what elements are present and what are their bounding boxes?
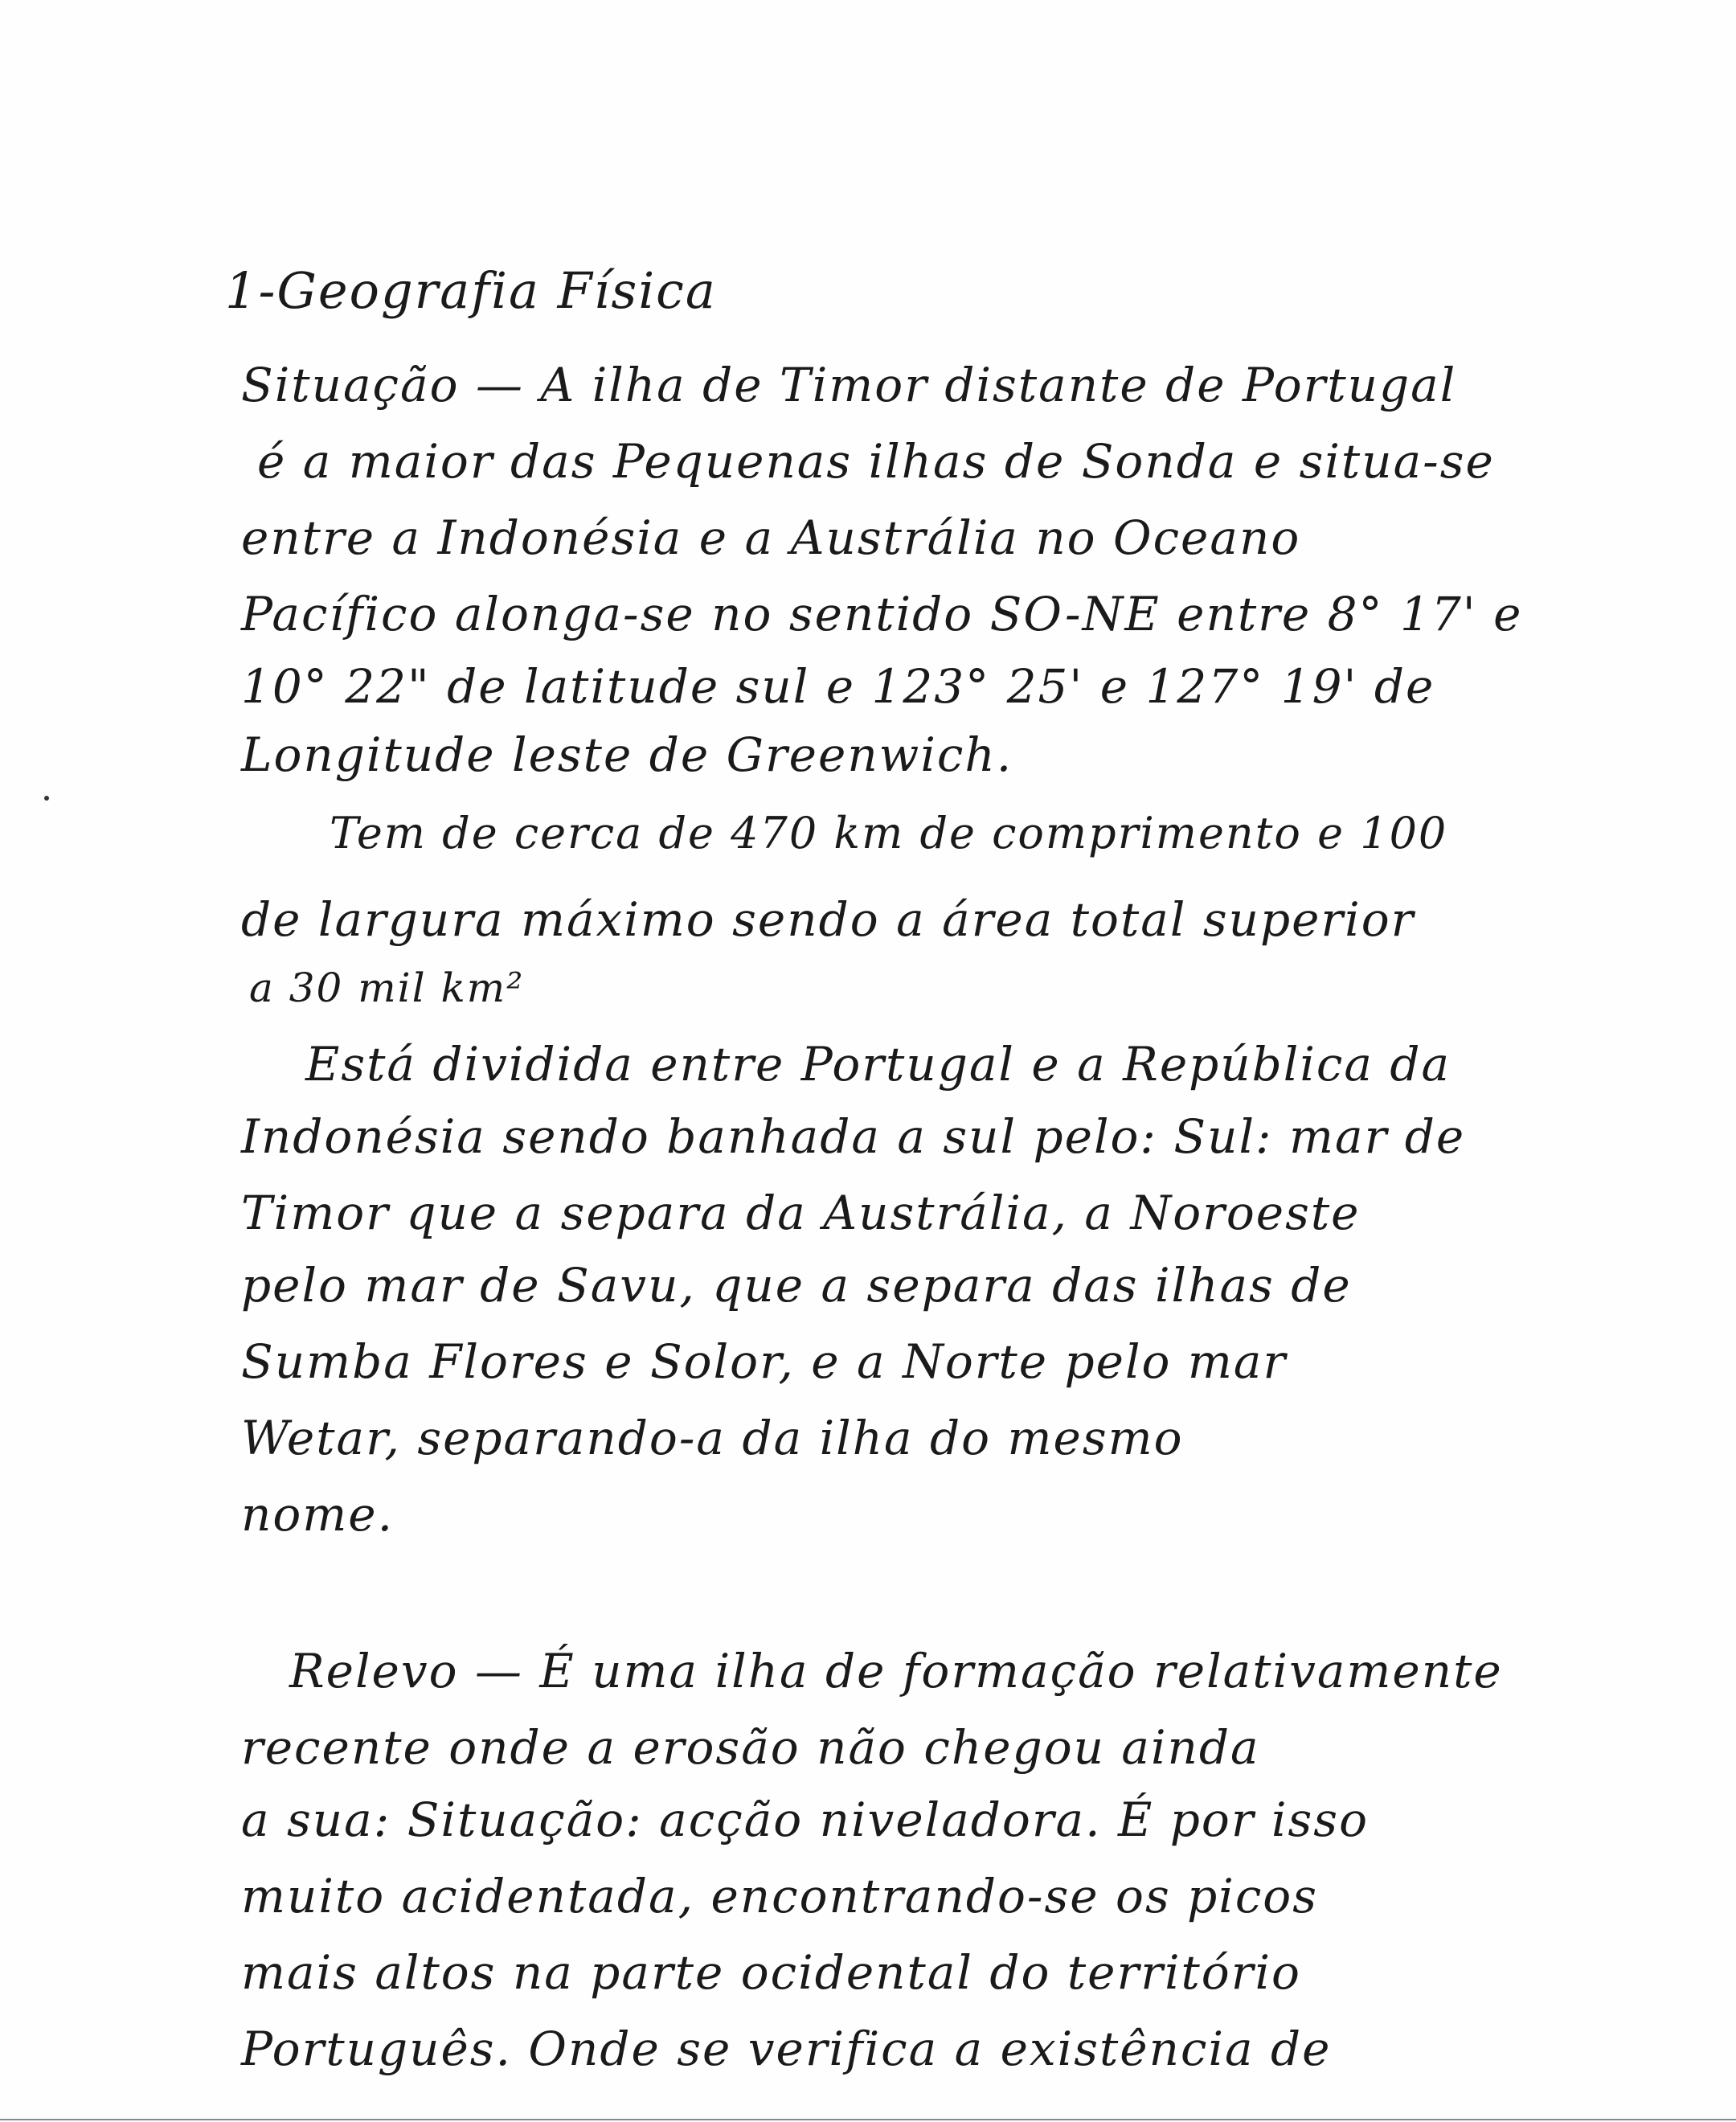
paragraph-3-line-4: pelo mar de Savu, que a separa das ilhas de — [241, 1258, 1352, 1313]
paragraph-1-line-4: Pacífico alonga-se no sentido SO-NE entre 8° 17' e — [241, 587, 1523, 641]
paragraph-3-line-2: Indonésia sendo banhada a sul pelo: Sul: mar de — [241, 1109, 1466, 1164]
paragraph-4-line-4: muito acidentada, encontrando-se os picos — [241, 1869, 1318, 1923]
paragraph-1-line-2: é a maior das Pequenas ilhas de Sonda e situa-se — [257, 434, 1495, 489]
paragraph-2-line-3: a 30 mil km² — [249, 965, 525, 1011]
paragraph-4-line-5: mais altos na parte ocidental do território — [241, 1945, 1301, 2000]
paragraph-1-line-6: Longitude leste de Greenwich. — [241, 727, 1013, 782]
paragraph-4-line-2: recente onde a erosão não chegou ainda — [241, 1720, 1260, 1775]
paragraph-3-line-1: Está dividida entre Portugal e a República da — [305, 1037, 1451, 1092]
paragraph-3-line-6: Wetar, separando-a da ilha do mesmo — [241, 1411, 1184, 1465]
paragraph-1-line-1: Situação — A ilha de Timor distante de Portugal — [241, 358, 1457, 412]
margin-dot — [44, 796, 49, 801]
scan-edge-line — [0, 2119, 1736, 2120]
paragraph-3-line-7: nome. — [241, 1487, 395, 1542]
paragraph-4-line-1: Relevo — É uma ilha de formação relativamente — [289, 1644, 1503, 1698]
paragraph-1-line-3: entre a Indonésia e a Austrália no Oceano — [241, 510, 1301, 565]
paragraph-3-line-5: Sumba Flores e Solor, e a Norte pelo mar — [241, 1334, 1288, 1389]
paragraph-2-line-2: de largura máximo sendo a área total superior — [241, 892, 1415, 947]
paragraph-3-line-3: Timor que a separa da Austrália, a Noroeste — [241, 1186, 1361, 1240]
paragraph-4-line-3: a sua: Situação: acção niveladora. É por isso — [241, 1792, 1369, 1847]
paragraph-2-line-1: Tem de cerca de 470 km de comprimento e 100 — [330, 808, 1448, 858]
paragraph-1-line-5: 10° 22" de latitude sul e 123° 25' e 127° 19' de — [241, 659, 1435, 714]
section-heading: 1-Geografia Física — [225, 261, 717, 320]
paragraph-4-line-6: Português. Onde se verifica a existência de — [241, 2022, 1332, 2076]
